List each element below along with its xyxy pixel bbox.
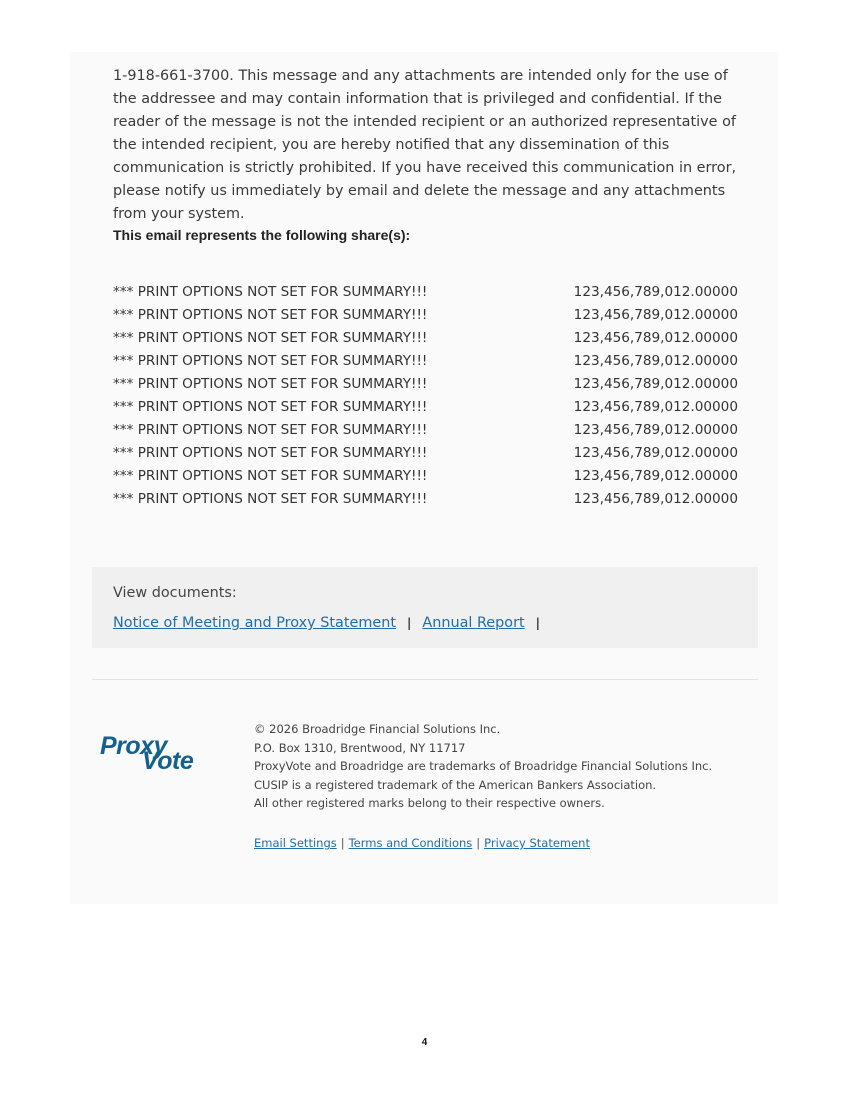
share-quantity: 123,456,789,012.00000 [573, 491, 738, 507]
view-documents-panel [92, 567, 758, 648]
document-links [113, 615, 551, 631]
share-description: *** PRINT OPTIONS NOT SET FOR SUMMARY!!! [113, 330, 428, 346]
footer-legal-text [254, 720, 754, 813]
share-quantity: 123,456,789,012.00000 [573, 330, 738, 346]
share-quantity: 123,456,789,012.00000 [573, 284, 738, 300]
confidentiality-disclaimer: 1-918-661-3700. This message and any attachments are intended only for the use of the addressee and may contain information that is privileged and confidential. If the reader of the message is not the intended recipient or an authorized representative of the intended recipient, you are hereby notified that any dissemination of this communication is strictly prohibited. If you have received this communication in error, please notify us immediately by email and delete the message and any attachments from your system. [113, 68, 737, 222]
share-quantity: 123,456,789,012.00000 [573, 399, 738, 415]
share-row [113, 281, 738, 304]
link-separator: | [535, 616, 541, 630]
share-row [113, 442, 738, 465]
terms-and-conditions-link[interactable]: Terms and Conditions [348, 836, 473, 850]
share-row [113, 465, 738, 488]
share-quantity: 123,456,789,012.00000 [573, 307, 738, 323]
proxy-statement-link[interactable]: Notice of Meeting and Proxy Statement [113, 615, 396, 631]
logo-word-proxy: Proxy [100, 732, 167, 760]
view-documents-label: View documents: [113, 585, 237, 601]
address-line: P.O. Box 1310, Brentwood, NY 11717 [254, 740, 466, 755]
share-quantity: 123,456,789,012.00000 [573, 468, 738, 484]
trademark-line: ProxyVote and Broadridge are trademarks of Broadridge Financial Solutions Inc. [254, 759, 713, 774]
share-quantity: 123,456,789,012.00000 [573, 376, 738, 392]
share-quantity: 123,456,789,012.00000 [573, 445, 738, 461]
shares-heading: This email represents the following share(s): [113, 227, 411, 243]
share-description: *** PRINT OPTIONS NOT SET FOR SUMMARY!!! [113, 491, 428, 507]
share-description: *** PRINT OPTIONS NOT SET FOR SUMMARY!!! [113, 399, 428, 415]
share-description: *** PRINT OPTIONS NOT SET FOR SUMMARY!!! [113, 307, 428, 323]
footer-link-separator: | [476, 836, 481, 850]
share-description: *** PRINT OPTIONS NOT SET FOR SUMMARY!!! [113, 468, 428, 484]
share-row [113, 488, 738, 511]
share-description: *** PRINT OPTIONS NOT SET FOR SUMMARY!!! [113, 284, 428, 300]
logo-word-vote: Vote [142, 747, 194, 775]
footer-link-separator: | [340, 836, 345, 850]
share-row [113, 419, 738, 442]
cusip-line: CUSIP is a registered trademark of the American Bankers Association. [254, 777, 657, 792]
shares-list [113, 281, 738, 511]
email-card [70, 52, 778, 904]
registered-marks-line: All other registered marks belong to their respective owners. [254, 796, 605, 811]
share-row [113, 327, 738, 350]
footer-links [254, 836, 590, 850]
share-description: *** PRINT OPTIONS NOT SET FOR SUMMARY!!! [113, 353, 428, 369]
share-row [113, 396, 738, 419]
privacy-statement-link[interactable]: Privacy Statement [484, 836, 590, 850]
annual-report-link[interactable]: Annual Report [422, 615, 525, 631]
share-description: *** PRINT OPTIONS NOT SET FOR SUMMARY!!! [113, 445, 428, 461]
share-quantity: 123,456,789,012.00000 [573, 353, 738, 369]
proxyvote-logo [100, 732, 230, 782]
share-row [113, 373, 738, 396]
share-quantity: 123,456,789,012.00000 [573, 422, 738, 438]
share-description: *** PRINT OPTIONS NOT SET FOR SUMMARY!!! [113, 422, 428, 438]
share-row [113, 304, 738, 327]
share-description: *** PRINT OPTIONS NOT SET FOR SUMMARY!!! [113, 376, 428, 392]
email-settings-link[interactable]: Email Settings [254, 836, 337, 850]
copyright-line: © 2026 Broadridge Financial Solutions Inc. [254, 722, 501, 736]
page-number: 4 [421, 1037, 428, 1048]
link-separator: | [406, 616, 412, 630]
footer-divider [92, 679, 758, 680]
share-row [113, 350, 738, 373]
